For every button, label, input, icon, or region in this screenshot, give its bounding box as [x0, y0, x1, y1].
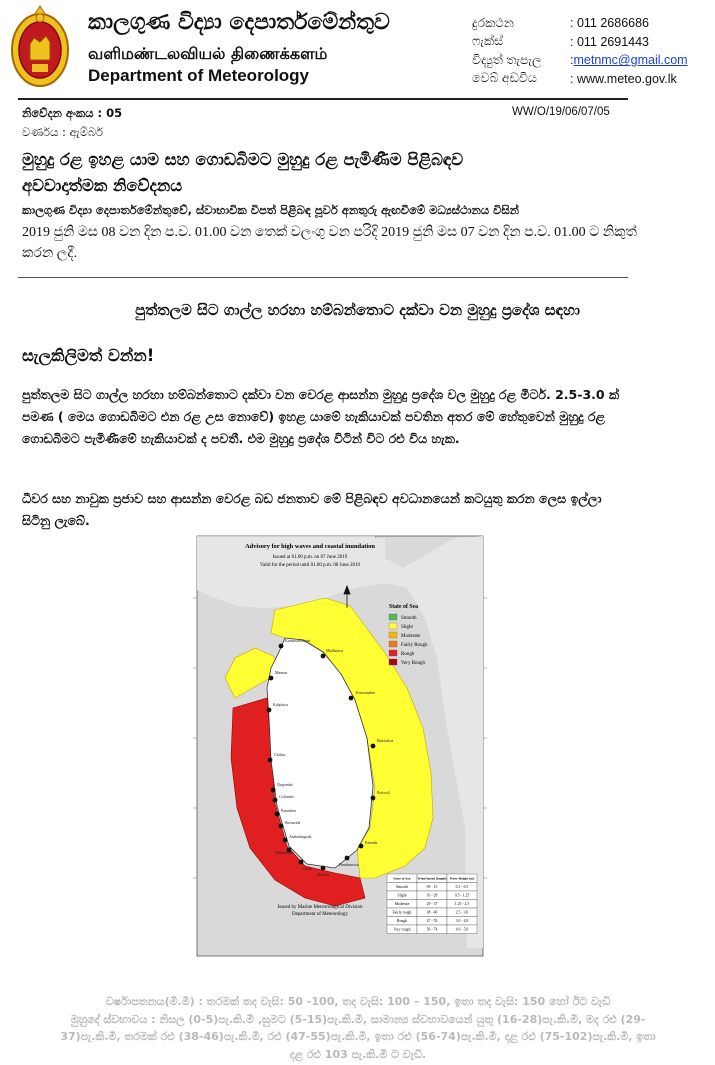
legend-swatch	[389, 623, 397, 629]
label-colombo: Colombo	[279, 794, 294, 799]
legend-label: Fairly Rough	[401, 643, 428, 648]
table-cell: 3.0 - 4.0	[455, 919, 469, 924]
legend-swatch	[389, 614, 397, 620]
station-trincomalee	[349, 696, 354, 701]
footer-rainfall-line: වර්ෂාපතනය(මි.මී) : තරමක් තද වැසි: 50 -100, තද වැසි: 100 – 150, ඉතා තද වැසි: 150 හෝ ඊට වැඩි	[105, 995, 611, 1008]
table-cell: 29 - 37	[426, 902, 438, 907]
station-mullaitivu	[321, 654, 326, 659]
station-mirissa	[321, 866, 326, 871]
label-kirinda: Kirinda	[365, 840, 378, 845]
table-cell: Slight	[397, 893, 407, 898]
station-colombo	[273, 798, 278, 803]
sea-state-table	[387, 874, 477, 934]
issued-by-line1: Issued by Marine Meteorological Division	[277, 905, 363, 910]
label-kankesanthurai: Kankesanthurai	[285, 638, 311, 643]
station-chilaw	[268, 758, 273, 763]
table-cell: 2.5 - 3.0	[455, 910, 469, 915]
station-mannar	[269, 676, 274, 681]
label-chilaw: Chilaw	[274, 752, 286, 757]
advisory-map	[175, 528, 505, 966]
table-cell: Rough	[396, 919, 408, 924]
fax-label: ෆැක්ස්	[472, 34, 504, 49]
department-name-tamil: வளிமண்டலவியல் திணைக்களம்	[88, 44, 328, 63]
contact-website	[472, 70, 688, 89]
legend-label: Slight	[401, 625, 413, 630]
notice-number: නිවේදන අංකය : 05	[22, 106, 123, 120]
validity-text: 2019 ජුනි මස 08 වන දින ප.ව. 01.00 වන තෙක් වලංගු වන පරිදි 2019 ජුනි මස 07 වන දින ප.ව. 01.00 ට නිකුත් කරන ලදී.	[22, 225, 637, 261]
map-issued: Issued at 01.00 p.m. on 07 June 2019	[272, 555, 348, 560]
station-kirinda	[359, 844, 364, 849]
table-cell: 38 - 46	[426, 910, 438, 915]
notice-color: වර්ණය : ඇම්බර්	[22, 125, 104, 139]
email-link[interactable]: metnmc@gmail.com	[573, 53, 688, 68]
label-panadura: Panadura	[281, 808, 296, 813]
station-batticaloa	[371, 744, 376, 749]
request-paragraph: ධීවර සහ නාවුක ප්‍රජාව සහ ආසන්න වෙරළ බඩ ජනතාව මේ පිළිබඳව අවධානයෙන් කටයුතු කරන ලෙස ඉල්ලා සිටිනු ලැබේ.	[22, 491, 602, 528]
map-title: Advisory for high waves and coastal inundation	[245, 543, 375, 550]
table-cell: Smooth	[396, 885, 408, 890]
legend-swatch	[389, 659, 397, 665]
map-valid: Valid for the period until 01.00 p.m. 08 June 2019	[260, 563, 360, 568]
label-mullaitivu: Mullaitivu	[326, 648, 343, 653]
table-cell: 47 - 55	[426, 919, 438, 924]
table-cell: 56 - 74	[426, 927, 438, 932]
email-label: විද්‍යුත් තැපැල	[472, 52, 542, 67]
website-value: : www.meteo.gov.lk	[570, 71, 677, 86]
table-header: Wind Speed (kmph)	[417, 876, 447, 881]
table-cell: 0.5 - 1.25	[454, 893, 470, 898]
section-divider	[18, 277, 628, 278]
station-ambalangoda	[283, 838, 288, 843]
advisory-paragraph: පුත්තලම සිට ගාල්ල හරහා හම්බන්තොට දක්වා වන වෙරළ ආසන්න මුහුදු ප්‍රදේශ වල මුහුදු රළ මීටර්. 2.5-3.0 ක් පමණ ( මෙය ගොඩබිමට එන රළ උස නොවේ) ඉහළ යාමේ හැකියාවක් පවතින අතර මේ හේතුවෙන් මුහුදු රළ ගොඩබිමට පැමිණීමේ හැකියාවක් ද පවතී. එම මුහුදු ප්‍රදේශ විටින් විට රළු විය හැක.	[22, 387, 620, 446]
issuer-line: කාලගුණ විද්‍යා දෙපාර්තමේන්තුවේ, ස්වාභාවික විපත් පිළිබඳ පූර්ව අනතුරු ඇඟවීමේ මධ්‍යස්ථානය විසින්	[22, 203, 519, 217]
label-hikkaduwa: Hikkaduwa	[275, 850, 294, 855]
table-cell: 4.0 - 5.0	[455, 927, 469, 932]
table-cell: 16 - 28	[426, 893, 438, 898]
label-ambalangoda: Ambalangoda	[289, 834, 312, 839]
label-pottuvil: Pottuvil	[377, 790, 390, 795]
footer-glossary	[52, 993, 664, 1063]
label-negombo: Negombo	[277, 782, 293, 787]
station-beruwala	[279, 824, 284, 829]
issued-by-line2: Department of Meteorology	[291, 912, 349, 917]
label-mannar: Mannar	[275, 670, 288, 675]
department-name-sinhala: කාලගුණ විද්‍යා දෙපාර්තමේන්තුව	[88, 10, 390, 35]
contact-phone	[472, 14, 688, 33]
table-cell: 05 - 15	[426, 885, 438, 890]
legend-swatch	[389, 650, 397, 656]
email-prefix: :	[570, 53, 574, 68]
label-beruwala: Beruwala	[285, 820, 301, 825]
table-cell: Very rough	[393, 927, 411, 932]
table-cell: 0.1 - 0.5	[455, 885, 469, 890]
table-cell: Moderate	[394, 902, 410, 907]
website-label: වෙබ් අඩවිය	[472, 71, 537, 86]
legend-label: Moderate	[401, 634, 421, 639]
header-divider	[18, 98, 628, 100]
table-header: Wave Height (m)	[449, 876, 475, 881]
station-negombo	[271, 788, 276, 793]
station-pottuvil	[371, 796, 376, 801]
fax-value: : 011 2691443	[570, 34, 650, 49]
phone-label: දුරකථන	[472, 15, 514, 30]
warning-heading: සැලකිලිමත් වන්න!	[22, 346, 155, 365]
legend-label: Smooth	[401, 616, 417, 621]
footer-sea-state-line: මුහුදේ ස්වභාවය : නිසල (0-5)පැ.කි.මී ,සුමට (5-15)පැ.කි.මී, සාමාන්‍ය ස්වභාවයෙන් යුතු (16-28)පැ.කි.මී, මද රළු (29-37)පැ.කි.මී, තරමක් රළු (38-46)පැ.කි.මී, රළු (47-55)පැ.කි.මී, ඉතා රළු (56-74)පැ.කි.මී, දළ රළු (75-102)පැ.කි.මී, ඉතා දළ රළු 103 පැ.කි.මී ට වැඩි.	[60, 1012, 656, 1061]
station-hambantota	[345, 856, 350, 861]
station-galle	[299, 860, 304, 865]
label-batticaloa: Batticaloa	[377, 738, 394, 743]
label-trincomalee: Trincomalee	[355, 690, 376, 695]
department-name-english: Department of Meteorology	[88, 66, 310, 85]
legend-label: Rough	[401, 652, 415, 657]
contact-block	[472, 14, 688, 88]
label-hambantota: Hambantota	[339, 862, 359, 867]
station-panadura	[275, 812, 280, 817]
label-kalpitiya: Kalpitiya	[273, 702, 288, 707]
label-mirissa: Mirissa	[317, 872, 329, 877]
legend-title: State of Sea	[389, 604, 418, 610]
legend-swatch	[389, 641, 397, 647]
government-emblem	[8, 4, 72, 90]
contact-email	[472, 51, 688, 70]
table-header: State of Sea	[393, 876, 411, 881]
table-cell: 1.25 - 2.5	[454, 902, 470, 907]
notice-title-line1: මුහුදු රළ ඉහළ යාම සහ ගොඩබිමට මුහුදු රළ පැමිණීම පිළිබඳව	[22, 150, 464, 169]
phone-value: : 011 2686686	[570, 16, 650, 31]
reference-code: WW/O/19/06/07/05	[512, 106, 610, 118]
area-heading: පුත්තලම සිට ගාල්ල හරහා හම්බන්තොට දක්වා වන මුහුදු ප්‍රදේශ සඳහා	[135, 301, 580, 319]
station-kankesanthurai	[279, 644, 284, 649]
table-cell: Fairly rough	[392, 910, 412, 915]
station-kalpitiya	[267, 708, 272, 713]
notice-title-line2: අවවාදාත්මක නිවේදනය	[22, 176, 183, 195]
legend-label: Very Rough	[401, 661, 426, 666]
label-galle: Galle	[303, 866, 312, 871]
contact-fax	[472, 33, 688, 52]
legend-swatch	[389, 632, 397, 638]
